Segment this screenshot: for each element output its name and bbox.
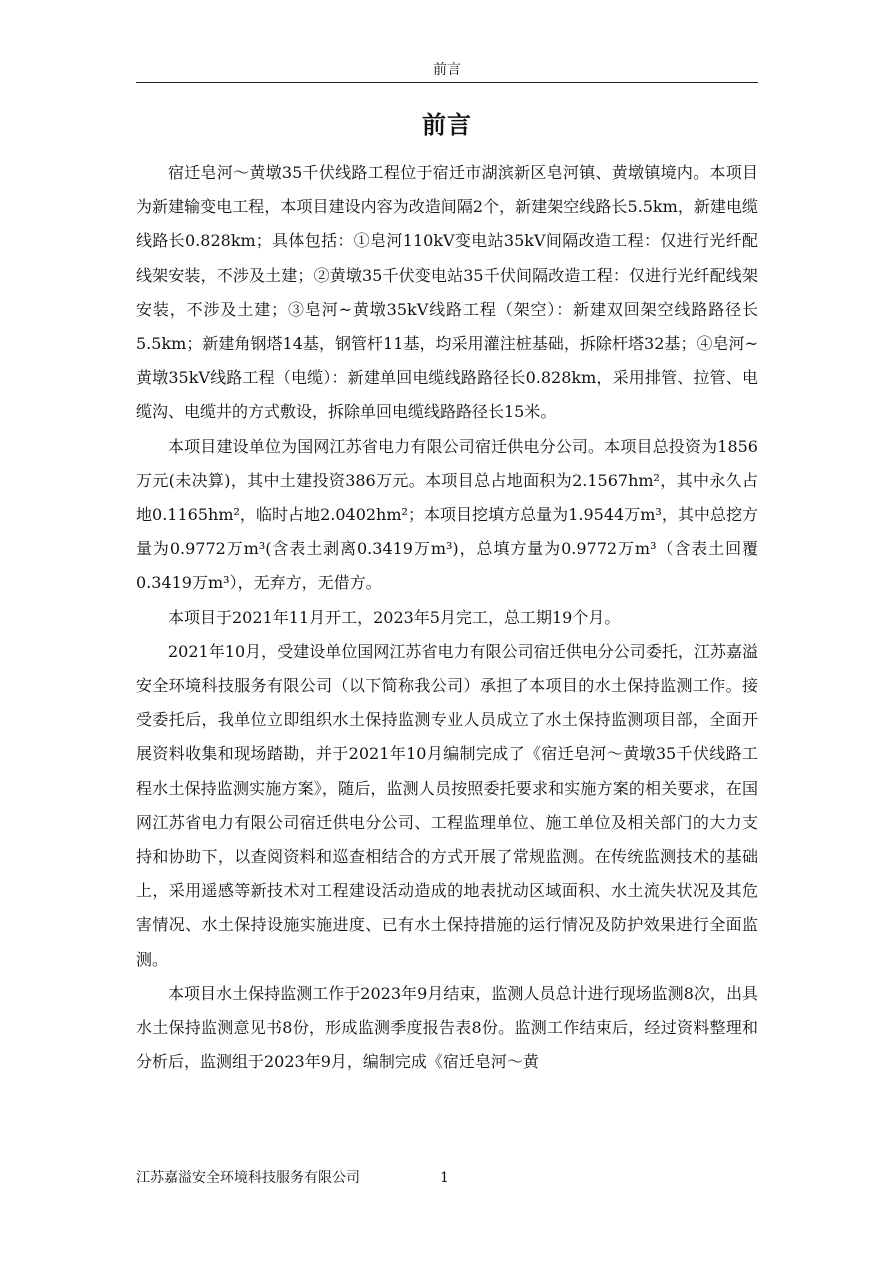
page-number: 1 [440, 1170, 449, 1186]
footer-company: 江苏嘉溢安全环境科技服务有限公司 [136, 1170, 360, 1186]
paragraph-schedule: 本项目于2021年11月开工，2023年5月完工，总工期19个月。 [168, 607, 621, 627]
page-header [136, 60, 758, 83]
header-text: 前言 [433, 62, 461, 78]
document-body [136, 156, 758, 1079]
paragraph-monitoring-commission: 2021年10月，受建设单位国网江苏省电力有限公司宿迁供电分公司委托，江苏嘉溢安全环境科技服务有限公司（以下简称我公司）承担了本项目的水土保持监测工作。接受委托后，我单位立即组织水土保持监测专业人员成立了水土保持监测项目部，全面开展资料收集和现场踏勘，并于2021年10月编制完成了《宿迁皂河～黄墩35千伏线路工程水土保持监测实施方案》，随后，监测人员按照委托要求和实施方案的相关要求，在国网江苏省电力有限公司宿迁供电分公司、工程监理单位、施工单位及相关部门的大力支持和协助下，以查阅资料和巡查相结合的方式开展了常规监测。在传统监测技术的基础上，采用遥感等新技术对工程建设活动造成的地表扰动区域面积、水土流失状况及其危害情况、水土保持设施实施进度、已有水土保持措施的运行情况及防护效果进行全面监测。 [136, 641, 758, 969]
paragraph-monitoring-summary: 本项目水土保持监测工作于2023年9月结束，监测人员总计进行现场监测8次，出具水土保持监测意见书8份，形成监测季度报告表8份。监测工作结束后，经过资料整理和分析后，监测组于2023年9月，编制完成《宿迁皂河～黄 [136, 983, 758, 1072]
paragraph-investment: 本项目建设单位为国网江苏省电力有限公司宿迁供电分公司。本项目总投资为1856万元(未决算)，其中土建投资386万元。本项目总占地面积为2.1567hm²，其中永久占地0.1165hm²，临时占地2.0402hm²；本项目挖填方总量为1.9544万m³，其中总挖方量为0.9772万m³(含表土剥离0.3419万m³)，总填方量为0.9772万m³（含表土回覆0.3419万m³），无弃方，无借方。 [136, 436, 758, 593]
page-title: 前言 [422, 110, 472, 139]
page-footer [136, 1168, 449, 1188]
paragraph-project-overview: 宿迁皂河～黄墩35千伏线路工程位于宿迁市湖滨新区皂河镇、黄墩镇境内。本项目为新建输变电工程，本项目建设内容为改造间隔2个，新建架空线路长5.5km，新建电缆线路长0.828km；具体包括：①皂河110kV变电站35kV间隔改造工程：仅进行光纤配线架安装，不涉及土建；②黄墩35千伏变电站35千伏间隔改造工程：仅进行光纤配线架安装，不涉及土建；③皂河~黄墩35kV线路工程（架空）：新建双回架空线路路径长5.5km；新建角钢塔14基，钢管杆11基，均采用灌注桩基础，拆除杆塔32基；④皂河~黄墩35kV线路工程（电缆）：新建单回电缆线路路径长0.828km，采用排管、拉管、电缆沟、电缆井的方式敷设，拆除单回电缆线路路径长15米。 [136, 163, 758, 422]
